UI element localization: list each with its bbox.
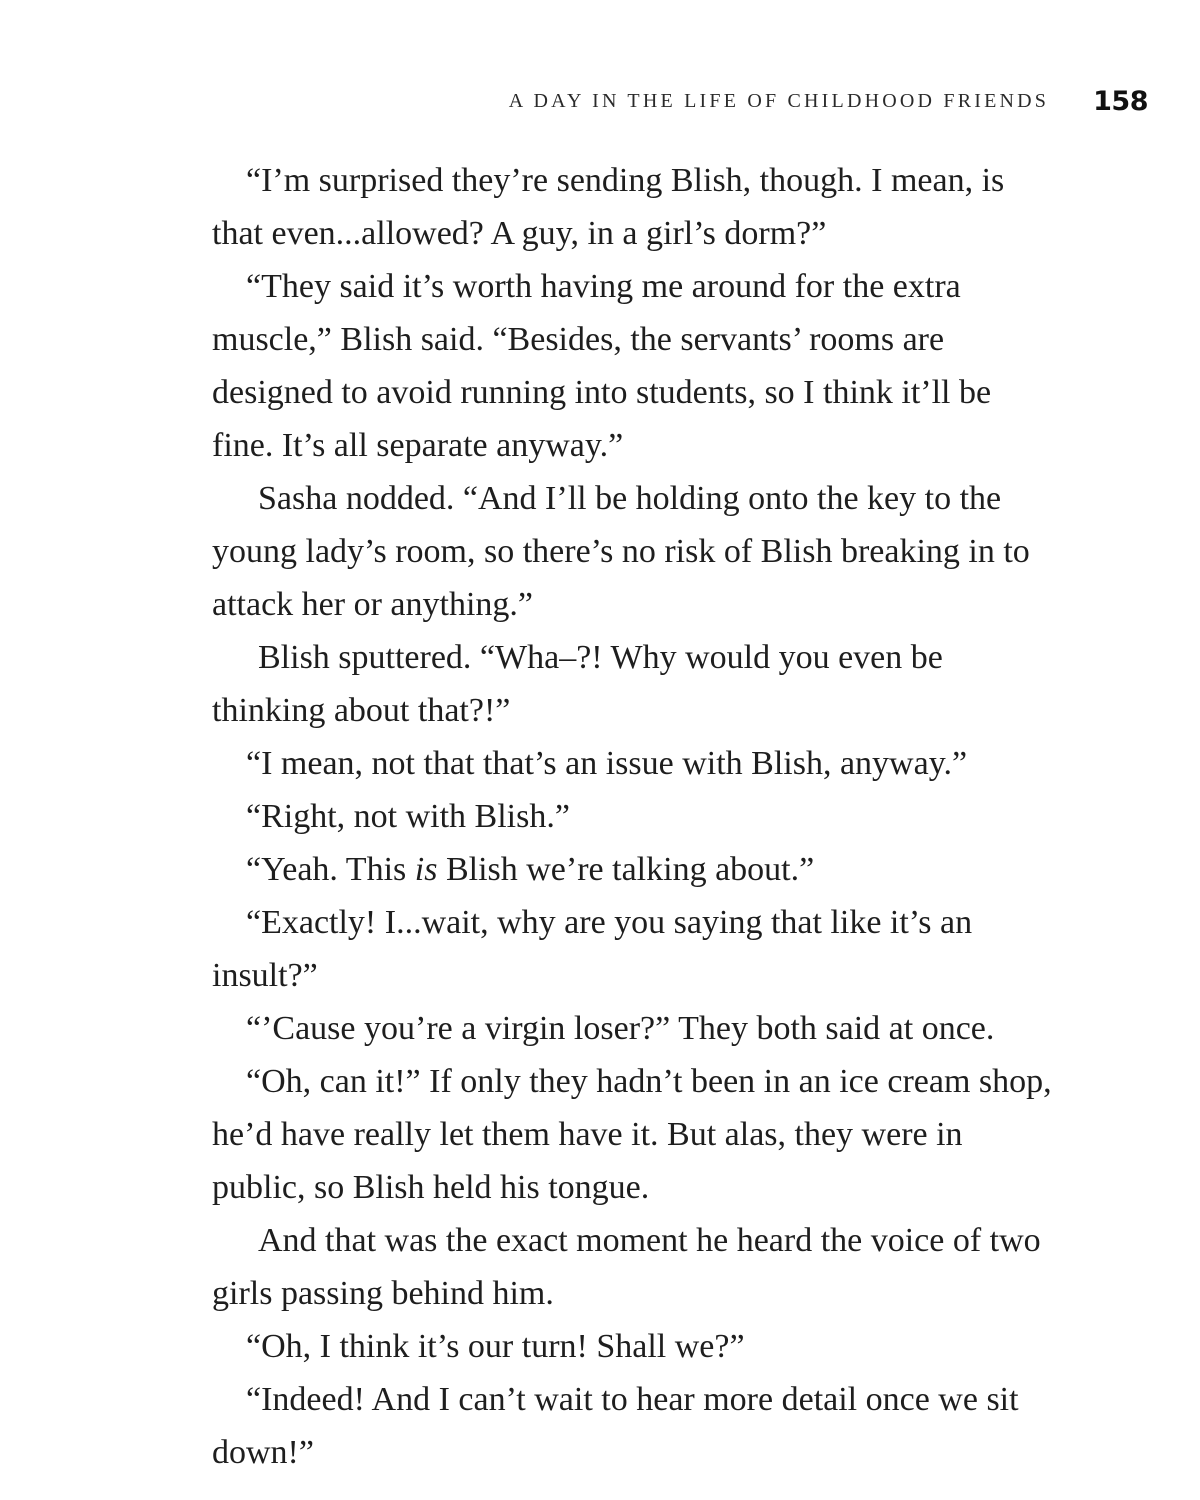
- paragraph: “Right, not with Blish.”: [246, 798, 570, 835]
- emphasized-word: is: [414, 851, 438, 888]
- paragraph: [212, 843, 1057, 896]
- paragraph: “’Cause you’re a virgin loser?” They both said at once.: [246, 1010, 995, 1047]
- paragraph: “I’m surprised they’re sending Blish, though. I mean, is that even...allowed? A guy, in a girl’s dorm?”: [212, 162, 1005, 252]
- paragraph: Blish sputtered. “Wha–?! Why would you even be thinking about that?!”: [212, 639, 943, 729]
- paragraph-text: “Yeah. This: [246, 851, 415, 888]
- paragraph-text: Blish we’re talking about.”: [437, 851, 815, 888]
- paragraph: “Exactly! I...wait, why are you saying that like it’s an insult?”: [212, 904, 973, 994]
- paragraph: “Oh, can it!” If only they hadn’t been in an ice cream shop, he’d have really let them have it. But alas, they were in public, so Blish held his tongue.: [212, 1063, 1052, 1206]
- running-title: A DAY IN THE LIFE OF CHILDHOOD FRIENDS: [508, 89, 1050, 112]
- paragraph: “Oh, I think it’s our turn! Shall we?”: [246, 1328, 745, 1365]
- paragraph: Sasha nodded. “And I’ll be holding onto the key to the young lady’s room, so there’s no risk of Blish breaking in to attack her or anything.”: [212, 480, 1030, 623]
- paragraph: “Indeed! And I can’t wait to hear more detail once we sit down!”: [212, 1381, 1019, 1471]
- paragraph: “I mean, not that that’s an issue with Blish, anyway.”: [246, 745, 968, 782]
- paragraph: “They said it’s worth having me around for the extra muscle,” Blish said. “Besides, the servants’ rooms are designed to avoid running into students, so I think it’ll be fine. It’s all separate anyway.”: [212, 268, 992, 464]
- paragraph: And that was the exact moment he heard the voice of two girls passing behind him.: [212, 1222, 1041, 1312]
- page-number: 158: [1093, 85, 1148, 117]
- running-header: [0, 84, 1148, 118]
- chapter-text: [212, 154, 1057, 1479]
